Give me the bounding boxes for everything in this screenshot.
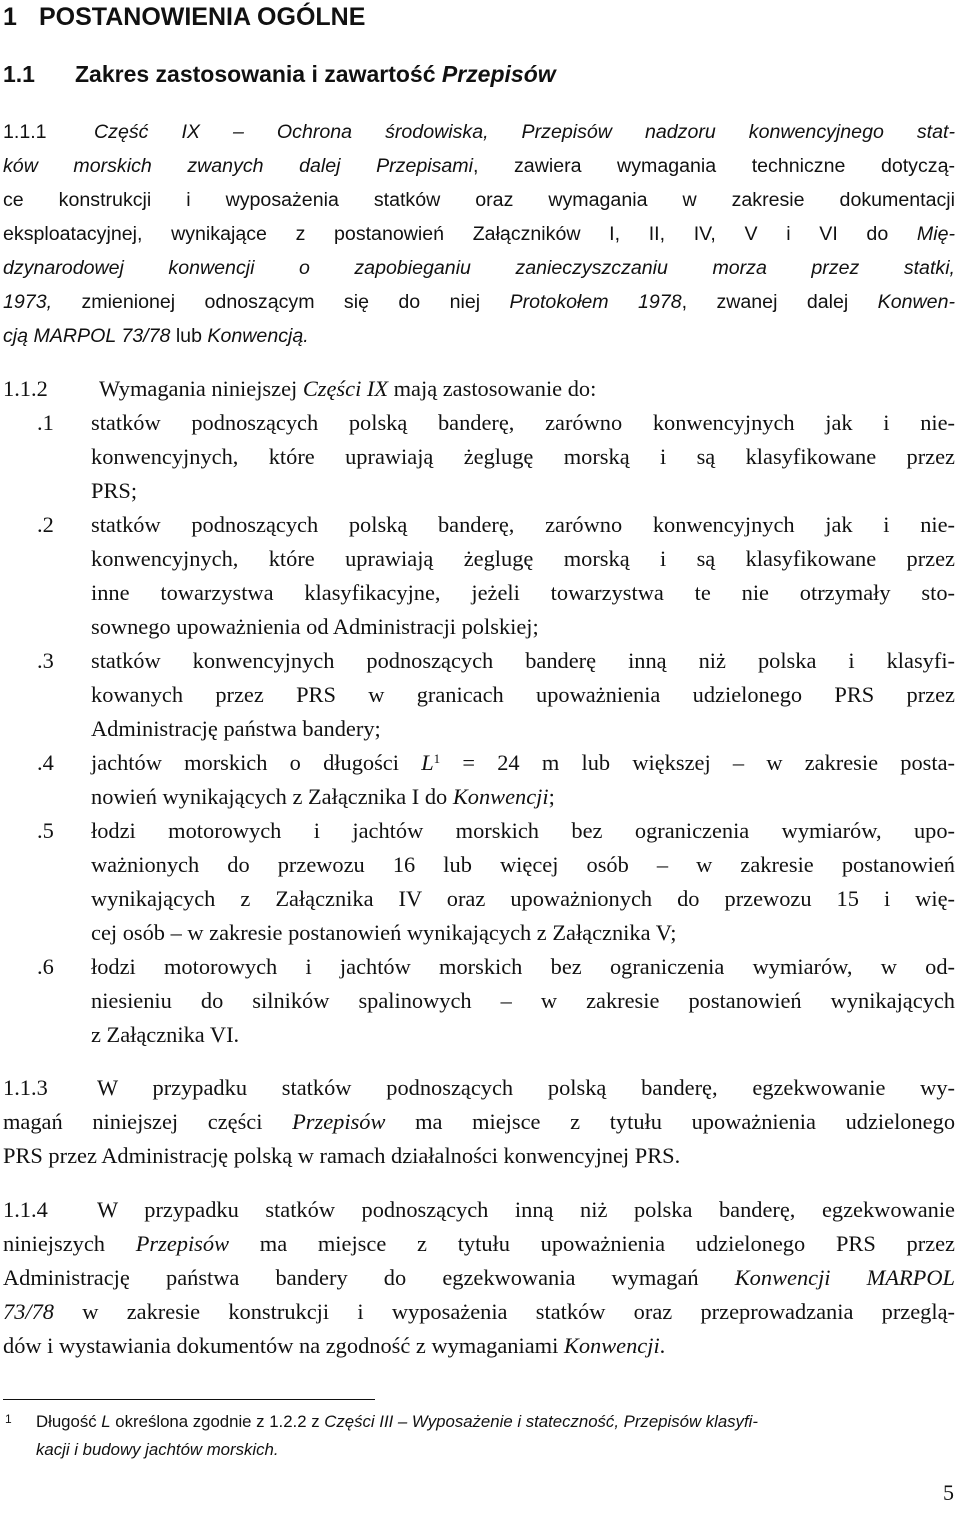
- section-title-italic: Przepisów: [441, 61, 556, 87]
- para-text: lub: [170, 325, 208, 347]
- list-line: wynikających z Załącznika IV oraz upoważnionych do przewozu 15 i wię-: [91, 886, 955, 911]
- footnote-italic: L: [101, 1412, 111, 1431]
- para-line: W przypadku statków podnoszących inną niż polska banderę, egzekwowanie: [97, 1197, 955, 1222]
- para-text: magań niniejszej części: [3, 1109, 293, 1134]
- list-line: PRS;: [91, 478, 138, 503]
- para-text: w zakresie konstrukcji i wyposażenia statków oraz przeprowadzania przeglą-: [54, 1299, 955, 1324]
- list-item-text: [91, 508, 955, 644]
- list-line: sownego upoważnienia od Administracji polskiej;: [91, 614, 539, 639]
- list-line: konwencyjnych, które uprawiają żeglugę morską i są klasyfikowane przez: [91, 444, 955, 469]
- list-line: [91, 746, 955, 780]
- list-segment: Konwencji: [452, 784, 549, 809]
- para-text: ma miejsce z tytułu upoważnienia udzielonego PRS przez: [229, 1231, 955, 1256]
- list-line: statków podnoszących polską banderę, zarówno konwencyjnych jak i nie-: [91, 410, 955, 435]
- list-line: cej osób – w zakresie postanowień wynikających z Załącznika V;: [91, 920, 677, 945]
- chapter-heading: [3, 2, 365, 32]
- list-segment: nowień wynikających z Załącznika I do: [91, 784, 453, 809]
- list-line: z Załącznika VI.: [91, 1022, 240, 1047]
- page-number: 5: [943, 1480, 954, 1505]
- footnote-mark: 1: [5, 1412, 12, 1426]
- para-italic: Konwencji: [563, 1333, 660, 1358]
- para-text: eksploatacyjnej, wynikające z postanowień Załączników I, II, IV, V i VI do: [3, 223, 917, 245]
- list-line: inne towarzystwa klasyfikacyjne, jeżeli towarzystwa te nie otrzymały sto-: [91, 580, 955, 605]
- footnote-italic: Części III – Wyposażenie i stateczność, Przepisów klasyfi-: [324, 1412, 758, 1431]
- para-italic: Konwen-: [877, 291, 955, 313]
- intro-italic: Części IX: [302, 376, 389, 401]
- intro-text: Wymagania niniejszej: [99, 376, 303, 401]
- paragraph-1-1-1: [3, 115, 955, 353]
- list-segment: jachtów morskich o długości: [91, 750, 422, 775]
- intro-suffix: mają zastosowanie do:: [388, 376, 597, 401]
- list-item-text: [91, 406, 955, 508]
- list-segment: = 24 m lub większej – w zakresie posta-: [440, 750, 956, 775]
- para-line: [3, 251, 955, 285]
- paragraph-1-1-4: [3, 1193, 955, 1363]
- list-line: ważnionych do przewozu 16 lub więcej osób – w zakresie postanowień: [91, 852, 955, 877]
- para-line: [3, 285, 955, 319]
- list-line: kowanych przez PRS w granicach upoważnienia udzielonego PRS przez: [91, 682, 955, 707]
- footnote-ref: 1: [433, 751, 441, 766]
- para-text: ce konstrukcji i wyposażenia statków oraz wymagania w zakresie dokumentacji: [3, 189, 955, 211]
- section-heading: [3, 59, 556, 89]
- para-italic: dzynarodowej konwencji o zapobieganiu zanieczyszczaniu morza przez statki,: [3, 257, 955, 279]
- para-italic: Przepisów: [135, 1231, 230, 1256]
- chapter-number: 1: [3, 3, 17, 31]
- list-line: statków konwencyjnych podnoszących banderę inną niż polska i klasyfi-: [91, 648, 955, 673]
- para-text: dów i wystawiania dokumentów na zgodność z wymaganiami: [3, 1333, 564, 1358]
- footnote-italic: kacji i budowy jachtów morskich.: [36, 1440, 279, 1459]
- list-segment: L: [421, 750, 434, 775]
- para-text: .: [659, 1333, 666, 1358]
- footnote-segment: Długość: [36, 1412, 102, 1431]
- paragraph-number: 1.1.4: [3, 1197, 48, 1222]
- list-item-text: [91, 814, 955, 950]
- list-line: łodzi motorowych i jachtów morskich bez ograniczenia wymiarów, w od-: [91, 954, 955, 979]
- list-line: niesieniu do silników spalinowych – w zakresie postanowień wynikających: [91, 988, 955, 1013]
- list-line: konwencyjnych, które uprawiają żeglugę morską i są klasyfikowane przez: [91, 546, 955, 571]
- para-italic: Konwencją.: [207, 325, 309, 347]
- para-line: W przypadku statków podnoszących polską banderę, egzekwowanie wy-: [97, 1075, 955, 1100]
- list-item-text: [91, 644, 955, 746]
- list-marker: .1: [37, 410, 54, 435]
- para-line: [3, 183, 955, 217]
- list-marker: .4: [37, 750, 54, 775]
- paragraph-number: 1.1.1: [3, 121, 47, 143]
- section-number: 1.1: [3, 61, 35, 87]
- list-marker: .6: [37, 954, 54, 979]
- list-marker: .5: [37, 818, 54, 843]
- paragraph-1-1-3: [3, 1071, 955, 1173]
- section-title-prefix: Zakres zastosowania i zawartość: [75, 61, 442, 87]
- para-line: [3, 115, 955, 149]
- para-text: zmienionej odnoszącym się do niej: [52, 291, 510, 313]
- list-item-text: [91, 950, 955, 1052]
- para-text: , zwanej dalej: [681, 291, 878, 313]
- para-italic: Mię-: [916, 223, 955, 245]
- para-line: [3, 149, 955, 183]
- list-segment: ;: [548, 784, 555, 809]
- para-italic: Protokołem 1978: [509, 291, 682, 313]
- para-italic: 1973,: [3, 291, 53, 313]
- para-italic: cją MARPOL 73/78: [3, 325, 171, 347]
- footnote-text: [36, 1408, 955, 1464]
- para-text: Administrację państwa bandery do egzekwowania wymagań: [3, 1265, 735, 1290]
- para-italic: Przepisami: [376, 155, 473, 177]
- footnote: [3, 1408, 955, 1464]
- list-marker: .3: [37, 648, 54, 673]
- para-text: ma miejsce z tytułu upoważnienia udzielonego: [385, 1109, 956, 1134]
- list-line: Administrację państwa bandery;: [91, 716, 381, 741]
- para-italic: Konwencji MARPOL: [734, 1265, 955, 1290]
- para-line: [3, 217, 955, 251]
- para-italic: ków morskich zwanych dalej: [3, 155, 377, 177]
- chapter-title: POSTANOWIENIA OGÓLNE: [39, 3, 366, 31]
- para-line: PRS przez Administrację polską w ramach działalności konwencyjnej PRS.: [3, 1143, 681, 1168]
- list-line: łodzi motorowych i jachtów morskich bez ograniczenia wymiarów, upo-: [91, 818, 955, 843]
- list-item-text: [91, 746, 955, 814]
- para-italic: Część IX – Ochrona środowiska, Przepisów nadzoru konwencyjnego stat-: [94, 121, 955, 143]
- para-italic: Przepisów: [292, 1109, 386, 1134]
- para-text: , zawiera wymagania techniczne dotyczą-: [473, 155, 955, 177]
- para-italic: 73/78: [3, 1299, 55, 1324]
- list-line: [91, 780, 955, 814]
- footnote-divider: [3, 1399, 375, 1400]
- list-marker: .2: [37, 512, 54, 537]
- paragraph-1-1-2-intro: [3, 372, 955, 406]
- footnote-segment: określona zgodnie z 1.2.2 z: [110, 1412, 325, 1431]
- para-line: [3, 319, 955, 353]
- paragraph-number: 1.1.2: [3, 376, 48, 401]
- paragraph-number: 1.1.3: [3, 1075, 48, 1100]
- para-text: niniejszych: [3, 1231, 136, 1256]
- list-line: statków podnoszących polską banderę, zarówno konwencyjnych jak i nie-: [91, 512, 955, 537]
